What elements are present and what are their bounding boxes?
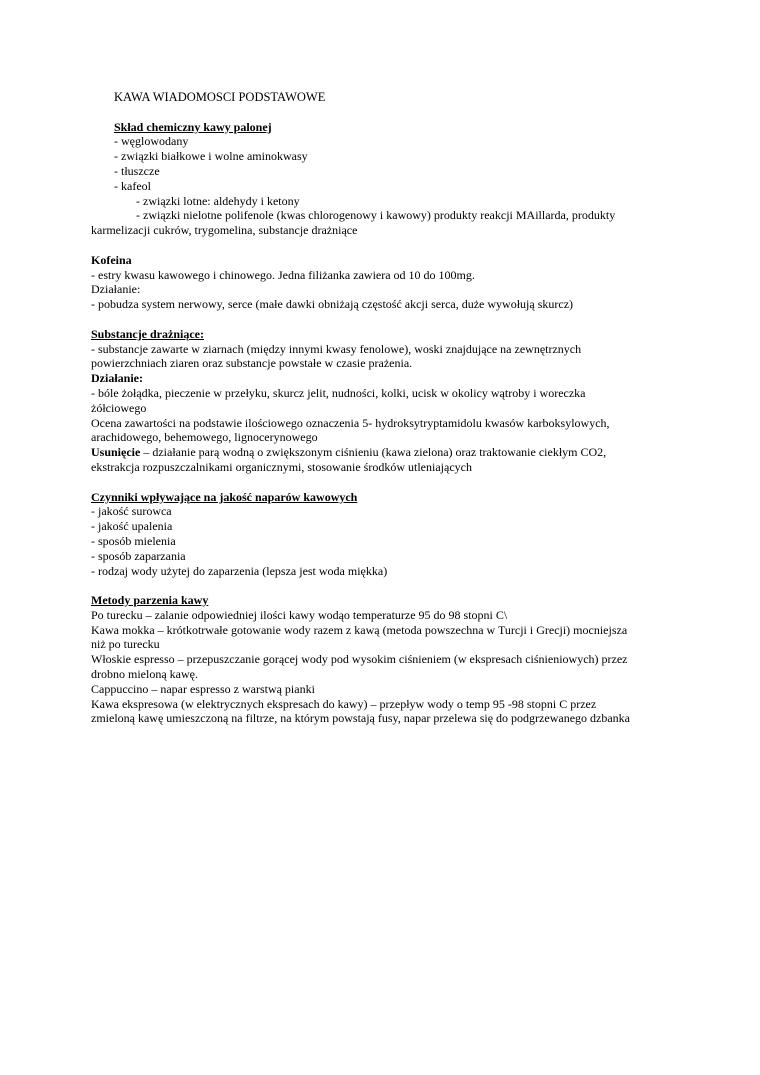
- list-item: - węglowodany: [114, 134, 189, 149]
- list-item: - jakość upalenia: [91, 519, 173, 534]
- paragraph-line: Kawa ekspresowa (w elektrycznych ekspresach do kawy) – przepływ wody o temp 95 -98 stopni C przez: [91, 696, 597, 711]
- paragraph-line: Działanie:: [91, 282, 141, 297]
- document-title: KAWA WIADOMOSCI PODSTAWOWE: [114, 90, 326, 104]
- paragraph-line: powierzchniach ziaren oraz substancje powstałe w czasie prażenia.: [91, 356, 413, 371]
- spacer: [91, 105, 691, 120]
- spacer: [91, 578, 691, 593]
- paragraph-line: Cappuccino – napar espresso z warstwą pianki: [91, 681, 315, 696]
- spacer: [91, 312, 691, 327]
- section-heading-irritants: Substancje drażniące:: [91, 326, 204, 341]
- paragraph-line: - bóle żołądka, pieczenie w przełyku, skurcz jelit, nudności, kolki, ucisk w okolicy wątroby i woreczka: [91, 385, 586, 400]
- paragraph-line: - estry kwasu kawowego i chinowego. Jedna filiżanka zawiera od 10 do 100mg.: [91, 267, 475, 282]
- paragraph-line: - pobudza system nerwowy, serce (małe dawki obniżają częstość akcji serca, duże wywołują skurcz): [91, 297, 574, 312]
- removal-label: Usunięcie: [91, 445, 141, 460]
- document-body: [91, 90, 691, 726]
- paragraph-line: drobno mieloną kawę.: [91, 667, 198, 682]
- paragraph-line: Włoskie espresso – przepuszczanie gorącej wody pod wysokim ciśnieniem (w ekspresach ciśnieniowych) przez: [91, 652, 628, 667]
- paragraph-line: żółciowego: [91, 400, 147, 415]
- list-item: - jakość surowca: [91, 504, 172, 519]
- sub-list-item: - związki lotne: aldehydy i ketony: [136, 193, 300, 208]
- spacer: [91, 475, 691, 490]
- list-item: - sposób mielenia: [91, 533, 176, 548]
- removal-text: – działanie parą wodną o zwiększonym ciśnieniu (kawa zielona) oraz traktowanie ciekłym CO2,: [140, 445, 607, 460]
- paragraph-line: Po turecku – zalanie odpowiedniej ilości kawy wodąo temperaturze 95 do 98 stopni C\: [91, 607, 508, 622]
- section-heading-brewing-methods: Metody parzenia kawy: [91, 593, 209, 608]
- section-heading-caffeine: Kofeina: [91, 252, 132, 267]
- sub-list-item-continuation: karmelizacji cukrów, trygomelina, substancje drażniące: [91, 223, 358, 238]
- sub-list-item: - związki nielotne polifenole (kwas chlorogenowy i kawowy) produkty reakcji MAillarda, produkty: [136, 208, 616, 223]
- paragraph-line: Kawa mokka – krótkotrwałe gotowanie wody razem z kawą (metoda powszechna w Turcji i Grecji) mocniejsza: [91, 622, 628, 637]
- list-item: - kafeol: [114, 178, 151, 193]
- paragraph-line: zmieloną kawę umieszczoną na filtrze, na którym powstają fusy, napar przelewa się do podgrzewanego dzbanka: [91, 711, 630, 726]
- subheading-effects: Działanie:: [91, 371, 143, 386]
- list-item: - rodzaj wody użytej do zaparzenia (lepsza jest woda miękka): [91, 563, 388, 578]
- paragraph-line: niż po turecku: [91, 637, 160, 652]
- paragraph-line: - substancje zawarte w ziarnach (między innymi kwasy fenolowe), woski znajdujące na zewnętrznych: [91, 341, 582, 356]
- section-heading-quality-factors: Czynniki wpływające na jakość naparów kawowych: [91, 489, 358, 504]
- list-item: - tłuszcze: [114, 163, 160, 178]
- list-item: - sposób zaparzania: [91, 548, 186, 563]
- paragraph-line-removal: [91, 445, 691, 460]
- paragraph-line: Ocena zawartości na podstawie ilościowego oznaczenia 5- hydroksytryptamidolu kwasów karboksylowych,: [91, 415, 610, 430]
- paragraph-line: arachidowego, behemowego, lignocerynowego: [91, 430, 318, 445]
- section-heading-chemical-composition: Skład chemiczny kawy palonej: [114, 119, 272, 134]
- paragraph-line: ekstrakcja rozpuszczalnikami organicznymi, stosowanie środków utleniających: [91, 459, 472, 474]
- spacer: [91, 238, 691, 253]
- list-item: - związki białkowe i wolne aminokwasy: [114, 149, 308, 164]
